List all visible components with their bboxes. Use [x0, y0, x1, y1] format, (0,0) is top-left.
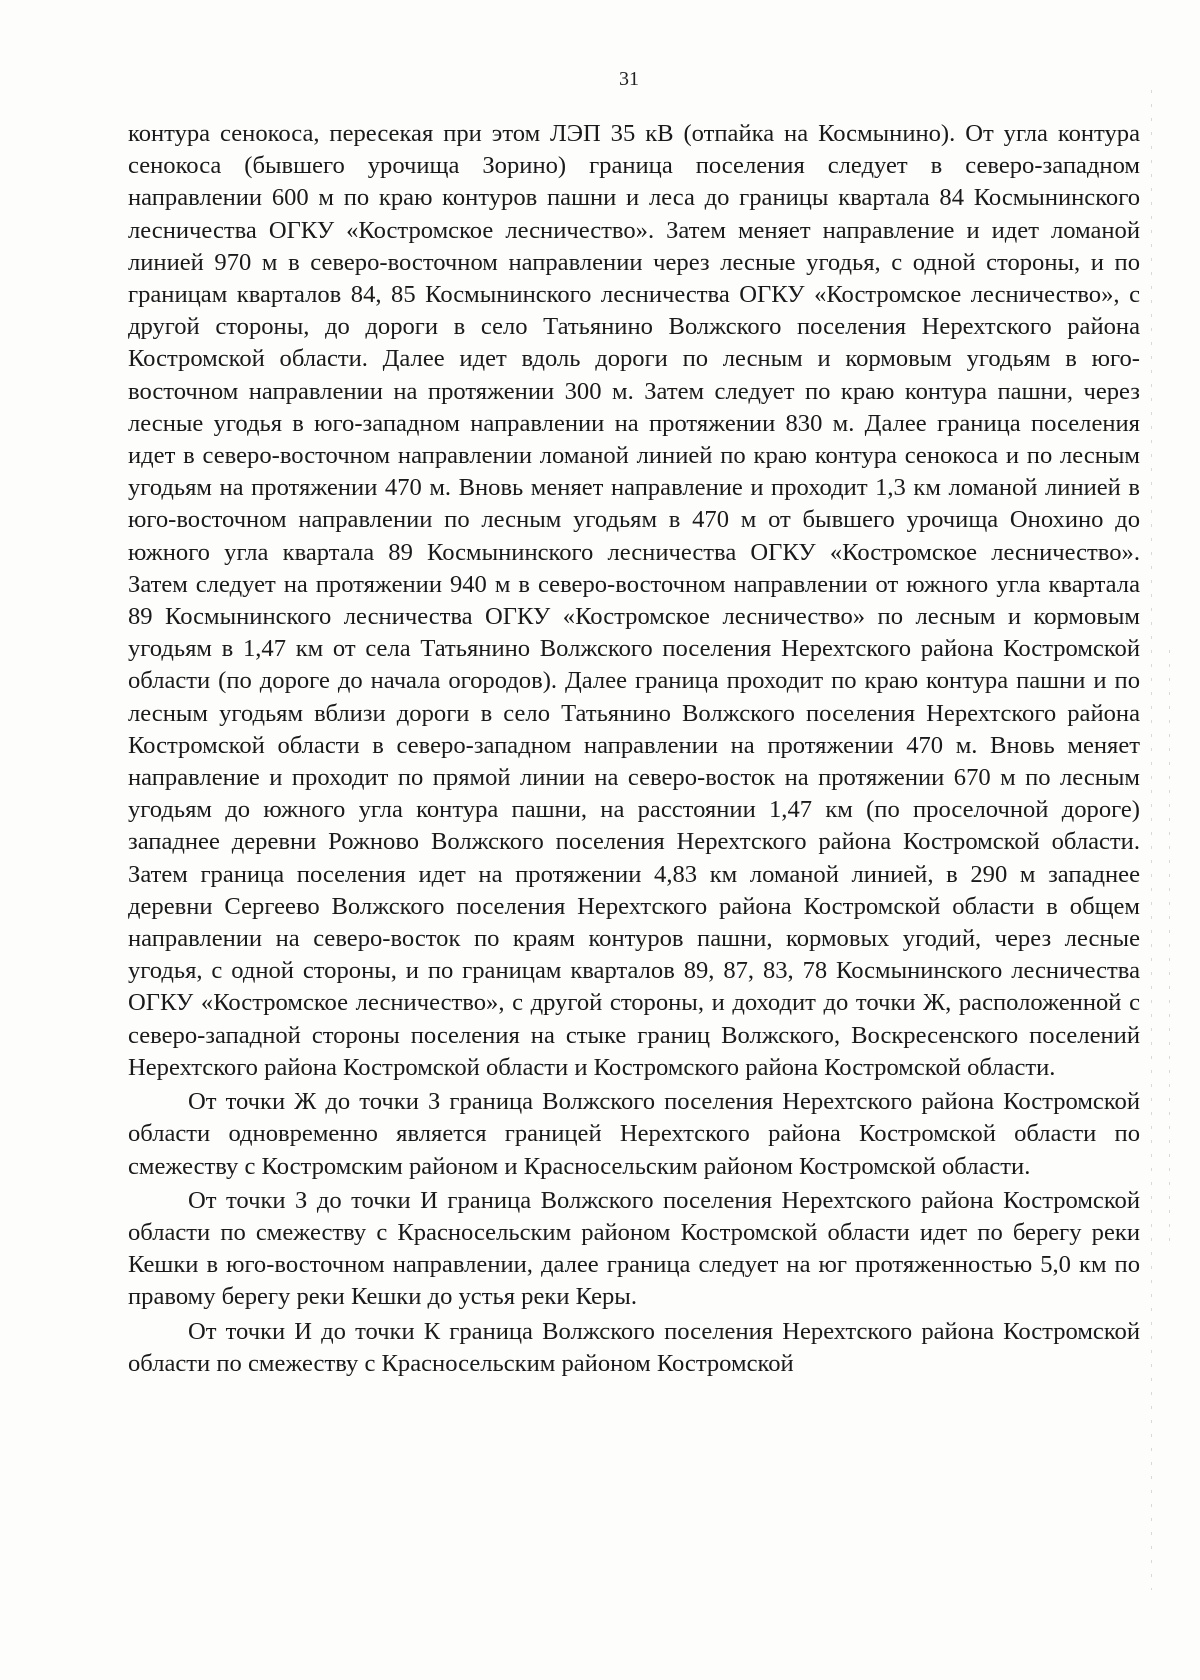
body-text	[128, 118, 1140, 1380]
scan-artifact	[1151, 90, 1152, 1590]
paragraph-point-zh-z: От точки Ж до точки З граница Волжского поселения Нерехтского района Костромской области одновременно является границей Нерехтского района Костромской области по смежеству с Костромским районом и Красносельским районом Костромской области.	[128, 1088, 1140, 1180]
paragraph-point-z-i: От точки З до точки И граница Волжского поселения Нерехтского района Костромской области по смежеству с Красносельским районом Костромской области идет по берегу реки Кешки в юго-восточном направлении, далее граница следует на юг протяженностью 5,0 км по правому берегу реки Кешки до устья реки Керы.	[128, 1186, 1140, 1311]
scan-artifact	[1169, 650, 1170, 1250]
paragraph-point-i-k: От точки И до точки К граница Волжского поселения Нерехтского района Костромской области по смежеству с Красносельским районом Костромской	[128, 1317, 1140, 1377]
page-number: 31	[619, 68, 639, 90]
paragraph-continuation: контура сенокоса, пересекая при этом ЛЭП 35 кВ (отпайка на Космынино). От угла контура сенокоса (бывшего урочища Зорино) граница поселения следует в северо-западном направлении 600 м по краю контуров пашни и леса до границы квартала 84 Космынинского лесничества ОГКУ «Костромское лесничество». Затем меняет направление и идет ломаной линией 970 м в северо-восточном направлении через лесные угодья, с одной стороны, и по границам кварталов 84, 85 Космынинского лесничества ОГКУ «Костромское лесничество», с другой стороны, до дороги в село Татьянино Волжского поселения Нерехтского района Костромской области. Далее идет вдоль дороги по лесным и кормовым угодьям в юго-восточном направлении на протяжении 300 м. Затем следует по краю контура пашни, через лесные угодья в юго-западном направлении на протяжении 830 м. Далее граница поселения идет в северо-восточном направлении ломаной линией по краю контура сенокоса и по лесным угодьям на протяжении 470 м. Вновь меняет направление и проходит 1,3 км ломаной линией в юго-восточном направлении по лесным угодьям в 470 м от бывшего урочища Онохино до южного угла квартала 89 Космынинского лесничества ОГКУ «Костромское лесничество». Затем следует на протяжении 940 м в северо-восточном направлении от южного угла квартала 89 Космынинского лесничества ОГКУ «Костромское лесничество» по лесным и кормовым угодьям в 1,47 км от села Татьянино Волжского поселения Нерехтского района Костромской области (по дороге до начала огородов). Далее граница проходит по краю контура пашни и по лесным угодьям вблизи дороги в село Татьянино Волжского поселения Нерехтского района Костромской области в северо-западном направлении на протяжении 470 м. Вновь меняет направление и проходит по прямой линии на северо-восток на протяжении 670 м по лесным угодьям до южного угла контура пашни, на расстоянии 1,47 км (по проселочной дороге) западнее деревни Рожново Волжского поселения Нерехтского района Костромской области. Затем граница поселения идет на протяжении 4,83 км ломаной линией, в 290 м западнее деревни Сергеево Волжского поселения Нерехтского района Костромской области в общем направлении на северо-восток по краям контуров пашни, кормовых угодий, через лесные угодья, с одной стороны, и по границам кварталов 89, 87, 83, 78 Космынинского лесничества ОГКУ «Костромское лесничество», с другой стороны, и доходит до точки Ж, расположенной с северо-западной стороны поселения на стыке границ Волжского, Воскресенского поселений Нерехтского района Костромской области и Костромского района Костромской области.	[128, 120, 1140, 1081]
